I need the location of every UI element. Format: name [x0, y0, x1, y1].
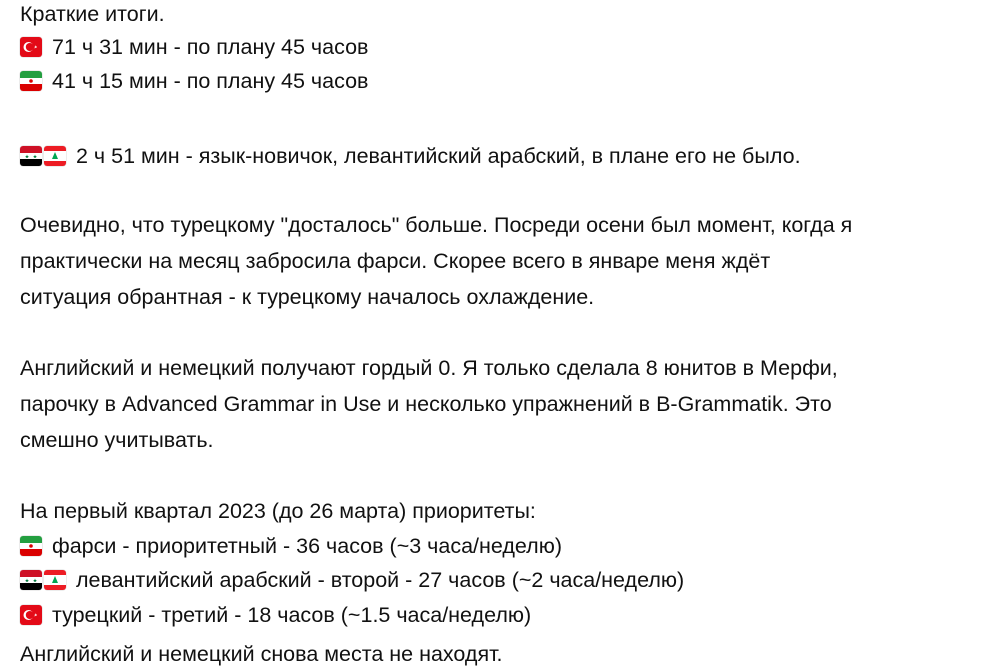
priorities-persian-text: фарси - приоритетный - 36 часов (~3 часа/неделю) [52, 534, 562, 558]
iran-flag-icon [20, 536, 42, 556]
summary-persian-text: 41 ч 15 мин - по плану 45 часов [52, 69, 369, 93]
paragraph1-line2: практически на месяц забросила фарси. Скорее всего в январе меня ждёт [20, 249, 771, 273]
summary-arabic-text: 2 ч 51 мин - язык-новичок, левантийский арабский, в плане его не было. [76, 144, 801, 168]
syria-flag-icon [20, 570, 42, 590]
lebanon-flag-icon [44, 146, 66, 166]
paragraph1-line3: ситуация обрантная - к турецкому началось охлаждение. [20, 285, 595, 309]
priorities-turkish-text: турецкий - третий - 18 часов (~1.5 часа/неделю) [52, 603, 532, 627]
iran-flag-icon [20, 71, 42, 91]
priorities-footer: Английский и немецкий снова места не находят. [20, 642, 503, 666]
paragraph2-line1: Английский и немецкий получают гордый 0. Я только сделала 8 юнитов в Мерфи, [20, 356, 838, 380]
summary-heading: Краткие итоги. [20, 2, 165, 26]
paragraph1-line1: Очевидно, что турецкому "досталось" больше. Посреди осени был момент, когда я [20, 213, 853, 237]
priorities-heading: На первый квартал 2023 (до 26 марта) приоритеты: [20, 499, 536, 523]
turkey-flag-icon [20, 605, 42, 625]
paragraph2-line2: парочку в Advanced Grammar in Use и несколько упражнений в B-Grammatik. Это [20, 392, 832, 416]
paragraph2-line3: смешно учитывать. [20, 428, 214, 452]
lebanon-flag-icon [44, 570, 66, 590]
summary-persian-line [20, 71, 368, 93]
summary-turkish-text: 71 ч 31 мин - по плану 45 часов [52, 35, 369, 59]
priorities-turkish-line [20, 605, 531, 627]
syria-flag-icon [20, 146, 42, 166]
summary-turkish-line [20, 37, 368, 59]
priorities-persian-line [20, 536, 562, 558]
priorities-arabic-text: левантийский арабский - второй - 27 часов (~2 часа/неделю) [76, 568, 685, 592]
turkey-flag-icon [20, 37, 42, 57]
summary-arabic-line [20, 146, 801, 168]
priorities-arabic-line [20, 570, 684, 592]
